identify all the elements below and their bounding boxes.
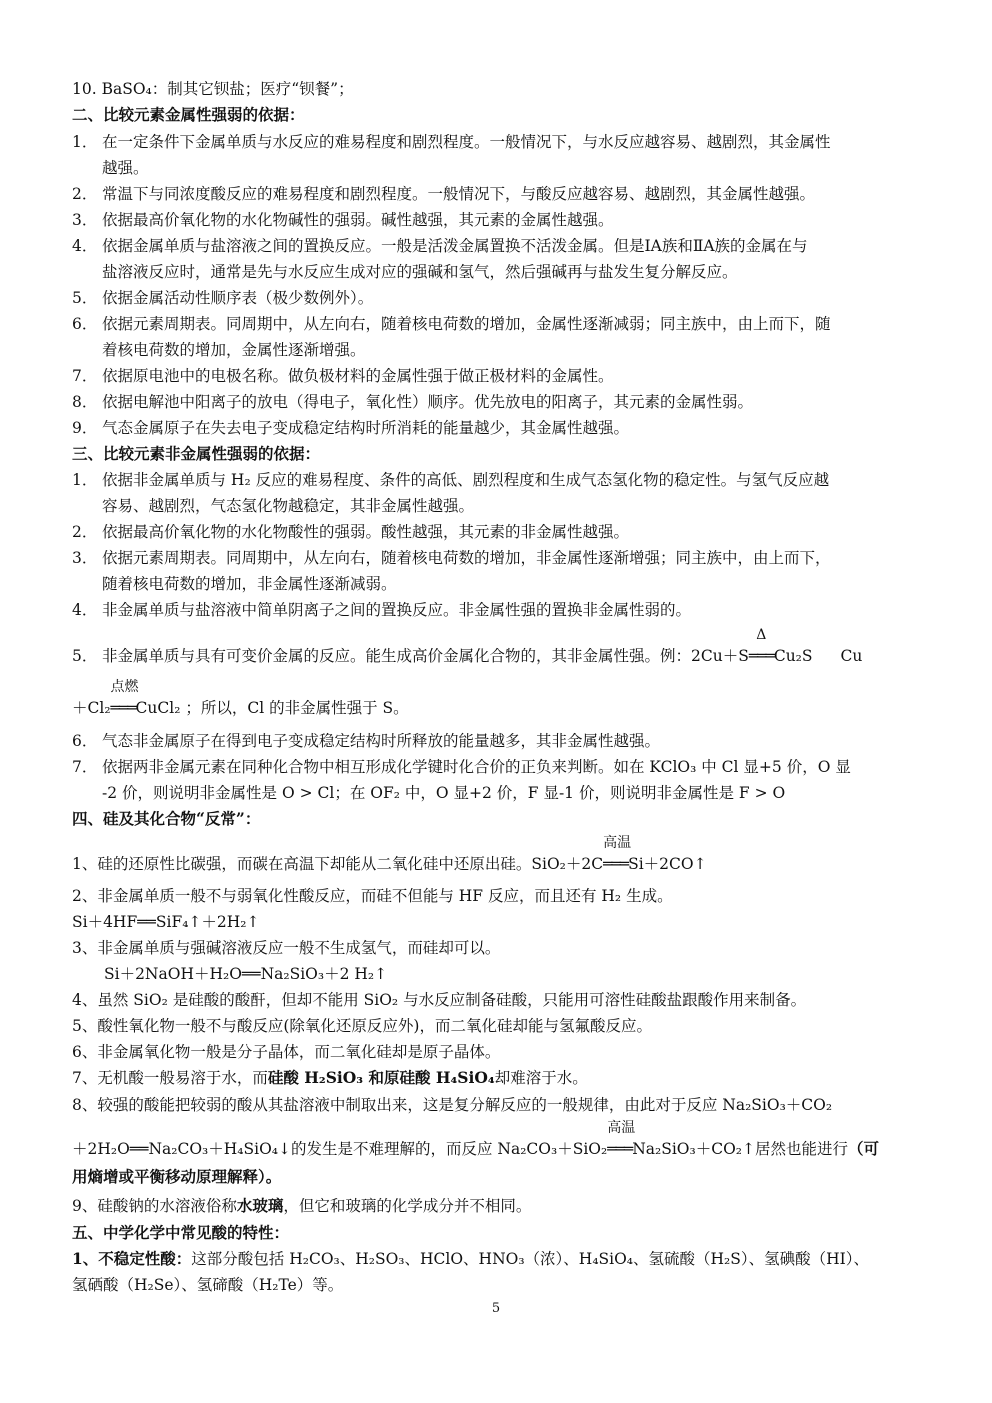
item-text: 依据最高价氧化物的水化物碱性的强弱。碱性越强，其元素的金属性越强。 [102, 211, 614, 229]
equals-sign: ═══ [748, 647, 774, 665]
text-line: 氢硒酸（H₂Se）、氢碲酸（H₂Te）等。 [72, 1276, 344, 1294]
list-item [72, 627, 863, 667]
list-item [72, 521, 629, 543]
item-number: 2． [72, 523, 98, 541]
item-text: 依据金属活动性顺序表（极少数例外）。 [102, 289, 374, 307]
item-text: 却难溶于水。 [494, 1069, 588, 1087]
item-number: 1． [72, 133, 98, 151]
item-number: 2． [72, 185, 98, 203]
text-line: 盐溶液反应时，通常是先与水反应生成对应的强碱和氢气，然后强碱再与盐发生复分解反应。 [102, 263, 738, 281]
bold-text: 水玻璃 [236, 1196, 284, 1215]
reaction-condition: 高温 [603, 835, 632, 851]
item-text: Cu₂S [773, 647, 813, 665]
reaction-condition: Δ [756, 627, 767, 643]
item-text: 气态非金属原子在得到电子变成稳定结构时所释放的能量越多，其非金属性越强。 [102, 732, 661, 750]
item-number: 9． [72, 419, 98, 437]
reaction-condition: 点燃 [110, 679, 139, 695]
item-text: 依据电解池中阳离子的放电（得电子，氧化性）顺序。优先放电的阳离子，其元素的金属性弱。 [102, 393, 754, 411]
list-item [72, 313, 831, 335]
item-number: 8． [72, 393, 98, 411]
text-line [72, 1120, 880, 1160]
bold-text: 用熵增或平衡移动原理解释）。 [72, 1167, 282, 1186]
reaction-arrow [748, 627, 774, 667]
section-heading-silicon: 四、硅及其化合物“反常”： [72, 809, 261, 828]
item-text: 非金属单质与具有可变价金属的反应。能生成高价金属化合物的，其非金属性强。例：2Cu＋S [102, 647, 749, 665]
text-line [72, 679, 409, 719]
text-line [72, 1248, 869, 1270]
item-text: 1、硅的还原性比碳强，而碳在高温下却能从二氧化硅中还原出硅。SiO₂＋2C [72, 855, 604, 873]
equation-line: Si＋2NaOH＋H₂O══Na₂SiO₃＋2 H₂↑ [104, 965, 388, 983]
reaction-condition: 高温 [607, 1120, 636, 1136]
item-number: 3． [72, 211, 98, 229]
section-heading-metal: 二、比较元素金属性强弱的依据： [72, 105, 305, 124]
item-text: 依据两非金属元素在同种化合物中相互形成化学键时化合价的正负来判断。如在 KClO₃ 中 Cl 显+5 价，O 显 [102, 758, 851, 776]
item-number: 4． [72, 237, 98, 255]
text-line: 8、较强的酸能把较弱的酸从其盐溶液中制取出来，这是复分解反应的一般规律，由此对于反应 Na₂SiO₃＋CO₂ [72, 1096, 833, 1114]
section-heading-nonmetal: 三、比较元素非金属性强弱的依据： [72, 444, 321, 463]
text-line: 2、非金属单质一般不与弱氧化性酸反应，而硅不但能与 HF 反应，而且还有 H₂ 生成。 [72, 887, 673, 905]
text-line: 4、虽然 SiO₂ 是硅酸的酸酐，但却不能用 SiO₂ 与水反应制备硅酸，只能用可溶性硅酸盐跟酸作用来制备。 [72, 991, 807, 1009]
list-item [72, 417, 629, 439]
list-item [72, 183, 815, 205]
item-text: ＋2H₂O══Na₂CO₃＋H₄SiO₄↓的发生是不难理解的，而反应 Na₂CO₃＋SiO₂ [72, 1140, 608, 1158]
item-text: 依据金属单质与盐溶液之间的置换反应。一般是活泼金属置换不活泼金属。但是ⅠA族和ⅡA族的金属在与 [102, 237, 808, 255]
equals-sign: ═══ [603, 855, 629, 873]
list-item [72, 469, 829, 491]
item-text: 气态金属原子在失去电子变成稳定结构时所消耗的能量越少，其金属性越强。 [102, 419, 630, 437]
reaction-arrow [607, 1120, 636, 1160]
list-item [72, 365, 614, 387]
list-item [72, 235, 808, 257]
text-line: -2 价，则说明非金属性是 O > Cl；在 OF₂ 中，O 显+2 价，F 显-1 价，则说明非金属性是 F > O [102, 784, 786, 802]
item-number: 7． [72, 367, 98, 385]
page-number: 5 [491, 1301, 501, 1316]
item-text: 依据最高价氧化物的水化物酸性的强弱。酸性越强，其元素的非金属性越强。 [102, 523, 630, 541]
equals-sign: ═══ [607, 1140, 633, 1158]
text-line: 6、非金属氧化物一般是分子晶体，而二氧化硅却是原子晶体。 [72, 1043, 501, 1061]
list-item [72, 391, 753, 413]
item-number: 6． [72, 315, 98, 333]
list-item [72, 209, 614, 231]
equals-sign: ═══ [110, 699, 136, 717]
item-text: 在一定条件下金属单质与水反应的难易程度和剧烈程度。一般情况下，与水反应越容易、越剧烈，其金属性 [102, 133, 831, 151]
item-text: CuCl₂ ；所以，Cl 的非金属性强于 S。 [135, 699, 409, 717]
reaction-arrow [110, 679, 139, 719]
item-text: Cu [840, 647, 863, 665]
item-number: 6． [72, 732, 98, 750]
text-line: 10. BaSO₄：制其它钡盐；医疗“钡餐”； [72, 80, 354, 98]
text-line: 随着核电荷数的增加，非金属性逐渐减弱。 [102, 575, 397, 593]
text-line [72, 1067, 588, 1089]
bold-text: 硅酸 H₂SiO₃ 和原硅酸 H₄SiO₄ [267, 1068, 495, 1087]
item-text: 依据元素周期表。同周期中，从左向右，随着核电荷数的增加，非金属性逐渐增强；同主族中，由上而下， [102, 549, 831, 567]
item-number: 3． [72, 549, 98, 567]
item-text: 7、无机酸一般易溶于水，而 [72, 1069, 268, 1087]
item-text: 依据元素周期表。同周期中，从左向右，随着核电荷数的增加，金属性逐渐减弱；同主族中，由上而下，随 [102, 315, 831, 333]
item-number: 1． [72, 471, 98, 489]
list-item [72, 287, 373, 309]
text-line: 容易、越剧烈，气态氢化物越稳定，其非金属性越强。 [102, 497, 475, 515]
item-number: 5． [72, 289, 98, 307]
list-item [72, 730, 660, 752]
list-item [72, 599, 691, 621]
item-text: 9、硅酸钠的水溶液俗称 [72, 1197, 237, 1215]
text-line: 5、酸性氧化物一般不与酸反应(除氧化还原反应外)，而二氧化硅却能与氢氟酸反应。 [72, 1017, 652, 1035]
item-text: 非金属单质与盐溶液中简单阴离子之间的置换反应。非金属性强的置换非金属性弱的。 [102, 601, 692, 619]
text-line: 3、非金属单质与强碱溶液反应一般不生成氢气，而硅却可以。 [72, 939, 501, 957]
item-text: Si＋2CO↑ [628, 855, 707, 873]
text-line: 越强。 [102, 159, 149, 177]
item-number: 5． [72, 647, 98, 665]
list-item [72, 547, 831, 569]
item-text: Na₂SiO₃＋CO₂↑居然也能进行 [632, 1140, 848, 1158]
text-line: 着核电荷数的增加，金属性逐渐增强。 [102, 341, 366, 359]
reaction-arrow [603, 835, 632, 875]
item-number: 4． [72, 601, 98, 619]
text-line [72, 835, 707, 875]
item-text: ＋Cl₂ [72, 699, 111, 717]
item-number: 7． [72, 758, 98, 776]
section-heading-acids: 五、中学化学中常见酸的特性： [72, 1223, 290, 1242]
bold-text: 1、不稳定性酸： [72, 1249, 192, 1268]
item-text: 依据非金属单质与 H₂ 反应的难易程度、条件的高低、剧烈程度和生成气态氢化物的稳定性。与氢气反应越 [102, 471, 830, 489]
text-line [72, 1195, 531, 1217]
bold-text: （可 [848, 1139, 880, 1158]
item-text: ，但它和玻璃的化学成分并不相同。 [283, 1197, 532, 1215]
item-text: 依据原电池中的电极名称。做负极材料的金属性强于做正极材料的金属性。 [102, 367, 614, 385]
item-text: 常温下与同浓度酸反应的难易程度和剧烈程度。一般情况下，与酸反应越容易、越剧烈，其金属性越强。 [102, 185, 816, 203]
equation-line: Si＋4HF══SiF₄↑＋2H₂↑ [72, 913, 260, 931]
list-item [72, 756, 851, 778]
item-text: 这部分酸包括 H₂CO₃、H₂SO₃、HClO、HNO₃（浓）、H₄SiO₄、氢硫酸（H₂S）、氢碘酸（HI）、 [191, 1250, 870, 1268]
list-item [72, 131, 831, 153]
